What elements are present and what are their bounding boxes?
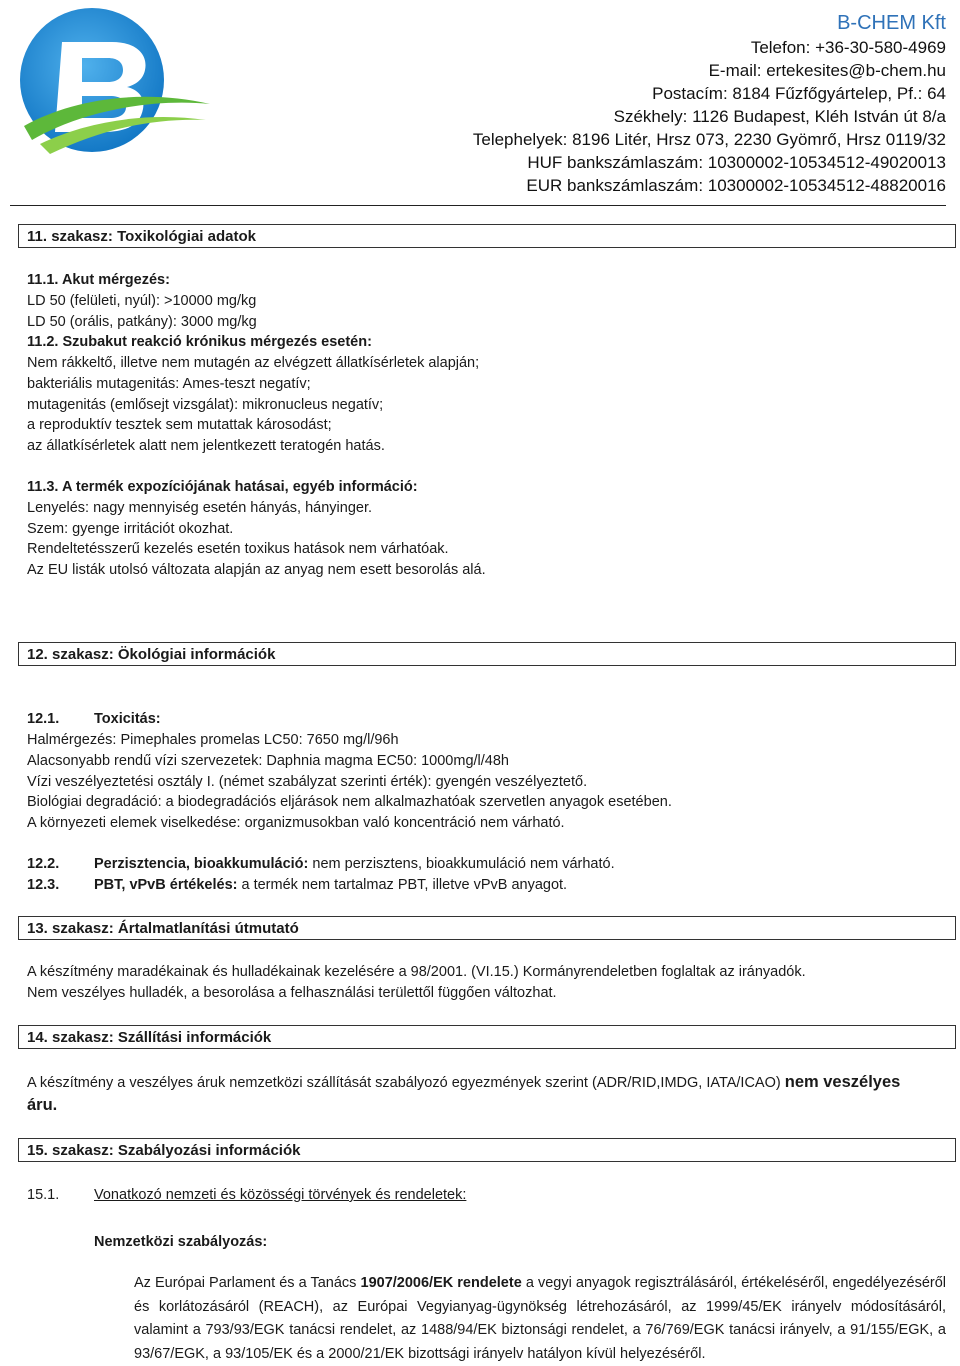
s12-heading-3 xyxy=(27,875,567,896)
s12-line: Halmérgezés: Pimephales promelas LC50: 7650 mg/l/96h xyxy=(27,732,399,748)
s14-bold-1: nem veszélyes xyxy=(784,1073,901,1091)
s15-subheading: Nemzetközi szabályozás: xyxy=(94,1234,268,1250)
s12-line: Biológiai degradáció: a biodegradációs eljárások nem alkalmazhatóak szervetlen anyagok esetében. xyxy=(27,794,672,810)
s11-line: Az EU listák utolsó változata alapján az anyag nem esett besorolás alá. xyxy=(27,562,486,578)
s12-num-2: 12.2. xyxy=(27,856,60,872)
s15-h1: Vonatkozó nemzeti és közösségi törvények és rendeletek: xyxy=(94,1187,467,1203)
s15-heading-1 xyxy=(27,1185,466,1206)
s12-num-3: 12.3. xyxy=(27,877,60,893)
section-12-title: 12. szakasz: Ökológiai információk xyxy=(18,642,956,666)
email: E-mail: ertekesites@b-chem.hu xyxy=(708,61,946,80)
company-info xyxy=(473,10,946,197)
s11-heading-3: 11.3. A termék expozíciójának hatásai, egyéb információ: xyxy=(27,479,418,495)
s14-bold-2: áru. xyxy=(27,1096,58,1114)
s12-t3: a termék nem tartalmaz PBT, illetve vPvB anyagot. xyxy=(237,877,568,893)
s12-h1: Toxicitás: xyxy=(94,711,161,727)
s11-line: bakteriális mutagenitás: Ames-teszt negatív; xyxy=(27,376,311,392)
s13-line: A készítmény maradékainak és hulladékainak kezelésére a 98/2001. (VI.15.) Kormányrendeletben foglaltak az irányadók. xyxy=(27,964,806,980)
phone: Telefon: +36-30-580-4969 xyxy=(750,38,946,57)
s12-line: Alacsonyabb rendű vízi szervezetek: Daphnia magma EC50: 1000mg/l/48h xyxy=(27,753,509,769)
s12-heading-1 xyxy=(27,709,161,730)
s11-line: az állatkísérletek alatt nem jelentkezett teratogén hatás. xyxy=(27,438,385,454)
s11-line: mutagenitás (emlősejt vizsgálat): mikronucleus negatív; xyxy=(27,397,384,413)
s12-line: Vízi veszélyeztetési osztály I. (német szabályzat szerinti érték): gyengén veszélyeztető. xyxy=(27,774,588,790)
s11-heading-2: 11.2. Szubakut reakció krónikus mérgezés esetén: xyxy=(27,334,372,350)
section-13-title: 13. szakasz: Ártalmatlanítási útmutató xyxy=(18,916,956,940)
s15-p-a: Az Európai Parlament és a Tanács xyxy=(134,1275,361,1291)
postal-address: Postacím: 8184 Fűzfőgyártelep, Pf.: 64 xyxy=(652,84,946,103)
section-11-title: 11. szakasz: Toxikológiai adatok xyxy=(18,224,956,248)
s11-line: Szem: gyenge irritációt okozhat. xyxy=(27,521,234,537)
s11-line: LD 50 (orális, patkány): 3000 mg/kg xyxy=(27,314,257,330)
s15-num-1: 15.1. xyxy=(27,1187,60,1203)
s13-line: Nem veszélyes hulladék, a besorolása a felhasználási területtől függően változhat. xyxy=(27,985,557,1001)
s12-h3: PBT, vPvB értékelés: xyxy=(94,877,238,893)
s11-line: LD 50 (felületi, nyúl): >10000 mg/kg xyxy=(27,293,257,309)
company-name: B-CHEM Kft xyxy=(837,12,946,34)
header-divider xyxy=(10,205,946,206)
s15-p-c: a vegyi anyagok regisztrálásáról, értékeléséről, engedélyezéséről és korlátozásáról (REACH), az Európai Vegyianyag-ügynökség létrehozásáról, az 1999/45/EK irányelv módosításáról, valamint a 793/93/EGK tanácsi rendelet, az 1488/94/EK biztonsági rendelet, a 76/769/EGK tanácsi irányelv, a 91/155/EGK, a 93/67/EGK, a 93/105/EK és a 2000/21/EK bizottsági irányelv hatályon kívül helyezéséről. xyxy=(134,1275,946,1362)
s12-heading-2 xyxy=(27,854,615,875)
s11-line: Nem rákkeltő, illetve nem mutagén az elvégzett állatkísérletek alapján; xyxy=(27,355,480,371)
s15-p-b: 1907/2006/EK rendelete xyxy=(360,1275,522,1291)
company-logo xyxy=(10,8,215,158)
s14-line xyxy=(27,1072,900,1094)
section-15-title: 15. szakasz: Szabályozási információk xyxy=(18,1138,956,1162)
s12-t2: nem perzisztens, bioakkumuláció nem várható. xyxy=(308,856,615,872)
section-14-title: 14. szakasz: Szállítási információk xyxy=(18,1025,956,1049)
s12-h2: Perzisztencia, bioakkumuláció: xyxy=(94,856,309,872)
s15-paragraph xyxy=(134,1272,946,1366)
s11-line: Lenyelés: nagy mennyiség esetén hányás, hányinger. xyxy=(27,500,373,516)
sites: Telephelyek: 8196 Litér, Hrsz 073, 2230 Gyömrő, Hrsz 0119/32 xyxy=(472,130,946,149)
s11-line: a reproduktív tesztek sem mutattak károsodást; xyxy=(27,417,332,433)
s12-line: A környezeti elemek viselkedése: organizmusokban való koncentráció nem várható. xyxy=(27,815,565,831)
huf-account: HUF bankszámlaszám: 10300002-10534512-49020013 xyxy=(527,153,946,172)
headquarters: Székhely: 1126 Budapest, Kléh István út 8/a xyxy=(613,107,946,126)
s11-line: Rendeltetésszerű kezelés esetén toxikus hatások nem várhatóak. xyxy=(27,541,449,557)
s12-num-1: 12.1. xyxy=(27,711,60,727)
eur-account: EUR bankszámlaszám: 10300002-10534512-48820016 xyxy=(526,176,946,195)
s11-heading-1: 11.1. Akut mérgezés: xyxy=(27,272,170,288)
s14-text: A készítmény a veszélyes áruk nemzetközi szállítását szabályozó egyezmények szerint (ADR/RID,IMDG, IATA/ICAO) xyxy=(27,1075,781,1091)
